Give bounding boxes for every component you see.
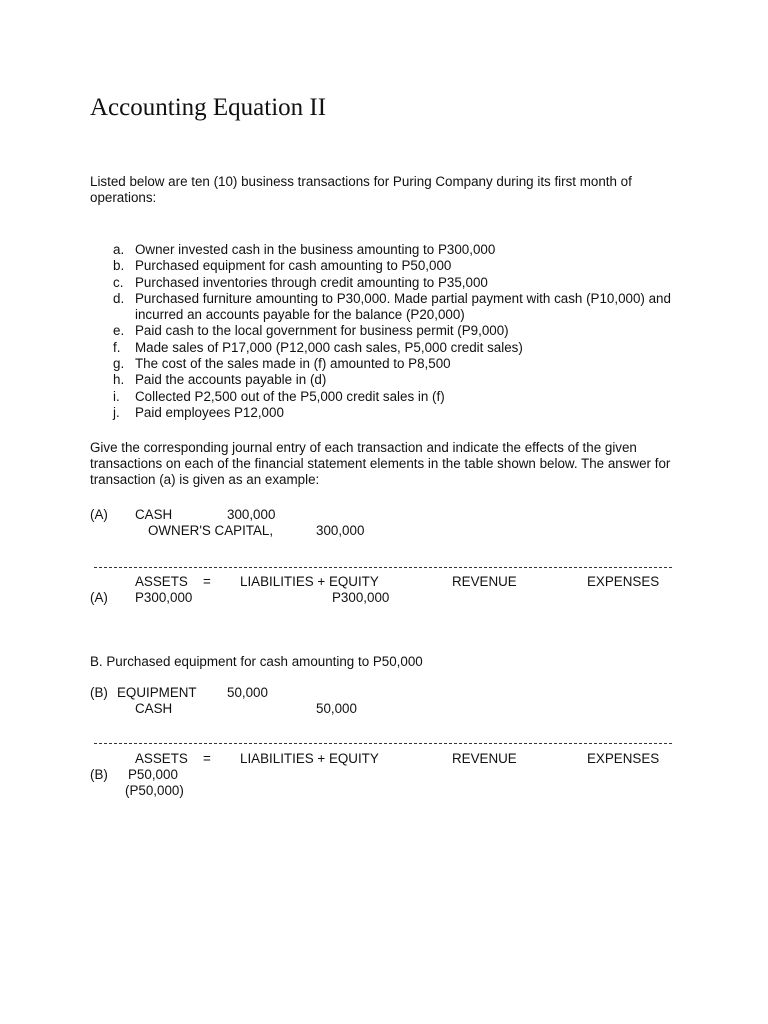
transaction-marker: j. bbox=[113, 404, 120, 420]
transaction-item bbox=[113, 275, 675, 291]
header-liabilities-equity: LIABILITIES + EQUITY bbox=[240, 751, 379, 766]
dashed-divider bbox=[94, 743, 672, 744]
transaction-item bbox=[113, 291, 675, 324]
transaction-marker: c. bbox=[113, 274, 124, 290]
entry-a-credit-account: OWNER'S CAPITAL, bbox=[148, 523, 274, 538]
entry-a-debit-account: CASH bbox=[135, 507, 173, 522]
header-revenue: REVENUE bbox=[452, 574, 517, 589]
effects-a-assets: P300,000 bbox=[135, 590, 193, 605]
header-revenue: REVENUE bbox=[452, 751, 517, 766]
effects-b-label: (B) bbox=[90, 767, 108, 782]
entry-a-debit-amount: 300,000 bbox=[227, 507, 276, 522]
transaction-text: Purchased equipment for cash amounting to P50,000 bbox=[135, 258, 452, 274]
transaction-text: Collected P2,500 out of the P5,000 credit sales in (f) bbox=[135, 388, 445, 404]
transaction-text: Paid cash to the local government for business permit (P9,000) bbox=[135, 323, 509, 339]
transaction-text: Owner invested cash in the business amounting to P300,000 bbox=[135, 242, 496, 257]
header-equals: = bbox=[203, 574, 211, 589]
entry-b-debit-amount: 50,000 bbox=[227, 685, 268, 700]
transaction-marker: g. bbox=[113, 356, 125, 372]
transaction-item bbox=[113, 405, 675, 421]
transaction-text: The cost of the sales made in (f) amounted to P8,500 bbox=[135, 356, 451, 372]
header-liabilities-equity: LIABILITIES + EQUITY bbox=[240, 574, 379, 589]
entry-a-credit-amount: 300,000 bbox=[316, 523, 365, 538]
transaction-text: Made sales of P17,000 (P12,000 cash sales, P5,000 credit sales) bbox=[135, 339, 523, 355]
transaction-marker: h. bbox=[113, 372, 125, 388]
effects-b-assets-increase: P50,000 bbox=[128, 767, 178, 782]
transaction-marker: d. bbox=[113, 290, 125, 306]
transaction-marker: b. bbox=[113, 258, 125, 274]
transaction-list bbox=[113, 242, 675, 421]
transaction-item bbox=[113, 356, 675, 372]
transaction-text: Purchased furniture amounting to P30,000. Made partial payment with cash (P10,000) and incurred an accounts payable for the balance (P20,000) bbox=[135, 290, 671, 323]
header-assets: ASSETS bbox=[135, 574, 188, 589]
page-title: Accounting Equation II bbox=[90, 94, 327, 121]
transaction-b-heading: B. Purchased equipment for cash amounting to P50,000 bbox=[90, 654, 423, 669]
transaction-item bbox=[113, 242, 675, 258]
transaction-marker: a. bbox=[113, 242, 125, 257]
transaction-text: Paid the accounts payable in (d) bbox=[135, 372, 327, 388]
transaction-item bbox=[113, 323, 675, 339]
transaction-item bbox=[113, 340, 675, 356]
header-assets: ASSETS bbox=[135, 751, 188, 766]
dashed-divider bbox=[94, 567, 672, 568]
entry-a-label: (A) bbox=[90, 507, 108, 522]
transaction-marker: e. bbox=[113, 323, 125, 339]
entry-b-credit-account: CASH bbox=[135, 701, 173, 716]
header-equals: = bbox=[203, 751, 211, 766]
transaction-text: Purchased inventories through credit amounting to P35,000 bbox=[135, 274, 488, 290]
instructions-paragraph: Give the corresponding journal entry of each transaction and indicate the effects of the given transactions on each of the financial statement elements in the table shown below. The answer for transaction (a) is given as an example: bbox=[90, 440, 671, 487]
effects-b-assets-decrease: (P50,000) bbox=[125, 783, 184, 798]
entry-b-credit-amount: 50,000 bbox=[316, 701, 357, 716]
effects-a-label: (A) bbox=[90, 590, 108, 605]
transaction-marker: i. bbox=[113, 388, 120, 404]
transaction-item bbox=[113, 372, 675, 388]
header-expenses: EXPENSES bbox=[587, 574, 660, 589]
transaction-item bbox=[113, 258, 675, 274]
entry-b-label: (B) bbox=[90, 685, 108, 700]
header-expenses: EXPENSES bbox=[587, 751, 660, 766]
entry-b-debit-account: EQUIPMENT bbox=[117, 685, 197, 700]
intro-paragraph: Listed below are ten (10) business transactions for Puring Company during its first month of operations: bbox=[90, 174, 632, 205]
transaction-marker: f. bbox=[113, 339, 121, 355]
effects-a-equity: P300,000 bbox=[332, 590, 390, 605]
transaction-item bbox=[113, 389, 675, 405]
transaction-text: Paid employees P12,000 bbox=[135, 404, 284, 420]
